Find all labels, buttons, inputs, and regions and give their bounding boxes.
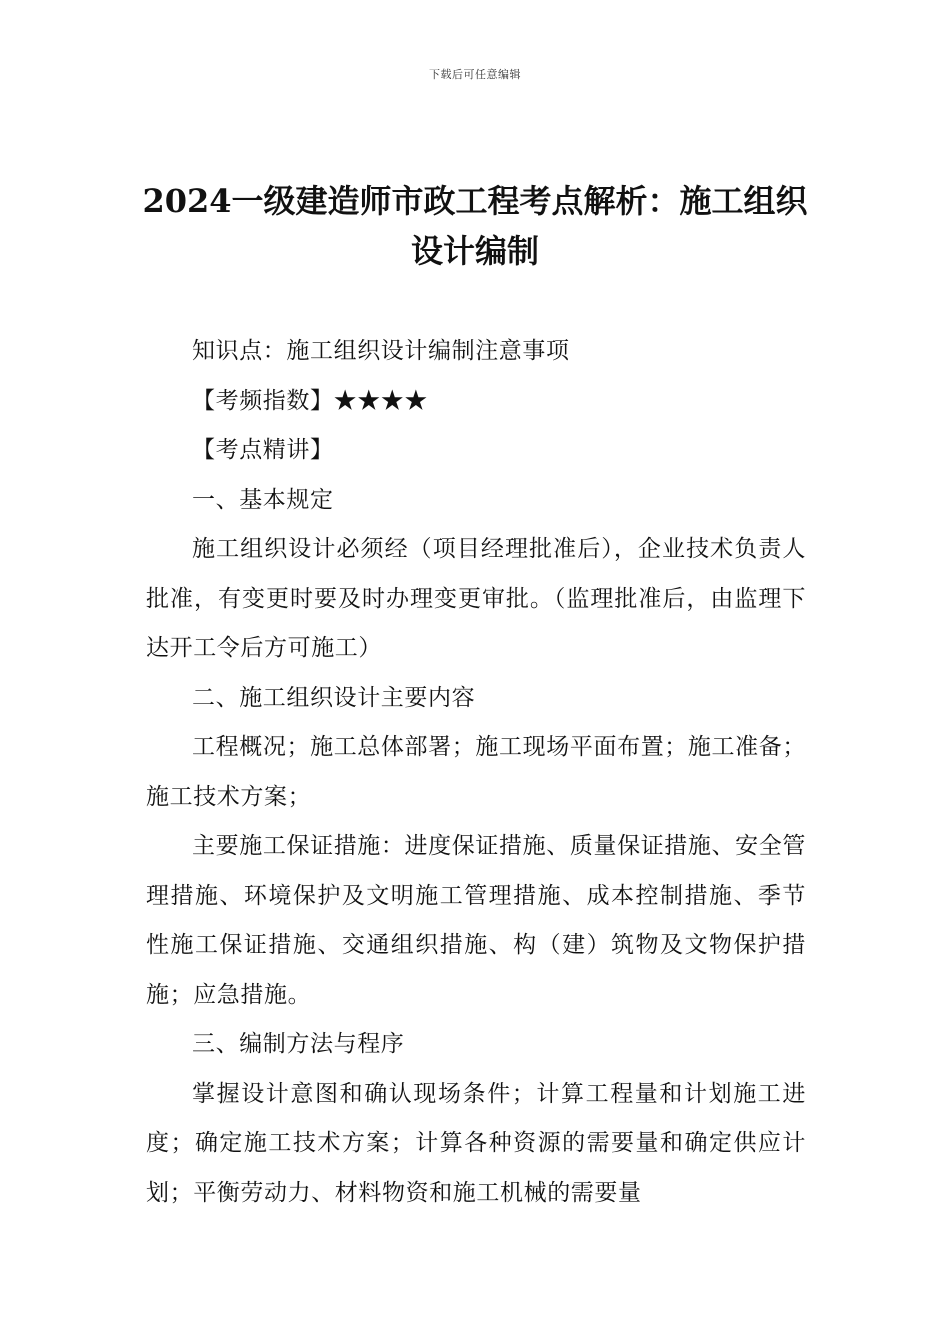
section-heading-main-content: 二、施工组织设计主要内容 — [192, 684, 476, 711]
section-heading-basic-rules: 一、基本规定 — [192, 486, 334, 513]
paragraph-basic-rules: 施工组织设计必须经（项目经理批准后），企业技术负责人批准，有变更时要及时办理变更审批。（监理批准后，由监理下达开工令后方可施工） — [146, 536, 806, 661]
document-body — [146, 327, 806, 1218]
paragraph-main-content: 工程概况；施工总体部署；施工现场平面布置；施工准备；施工技术方案； — [146, 734, 806, 810]
header-note: 下载后可任意编辑 — [429, 68, 521, 81]
section-heading-methods: 三、编制方法与程序 — [192, 1031, 405, 1057]
knowledge-point: 知识点：施工组织设计编制注意事项 — [192, 338, 570, 364]
document-title: 2024一级建造师市政工程考点解析：施工组织设计编制 — [142, 182, 808, 270]
section-heading-key-points: 【考点精讲】 — [192, 437, 334, 463]
frequency-index: 【考频指数】★★★★ — [192, 387, 428, 414]
paragraph-methods: 掌握设计意图和确认现场条件；计算工程量和计划施工进度；确定施工技术方案；计算各种资源的需要量和确定供应计划；平衡劳动力、材料物资和施工机械的需要量 — [146, 1080, 806, 1206]
paragraph-guarantee-measures: 主要施工保证措施：进度保证措施、质量保证措施、安全管理措施、环境保护及文明施工管理措施、成本控制措施、季节性施工保证措施、交通组织措施、构（建）筑物及文物保护措施；应急措施。 — [146, 833, 806, 1008]
